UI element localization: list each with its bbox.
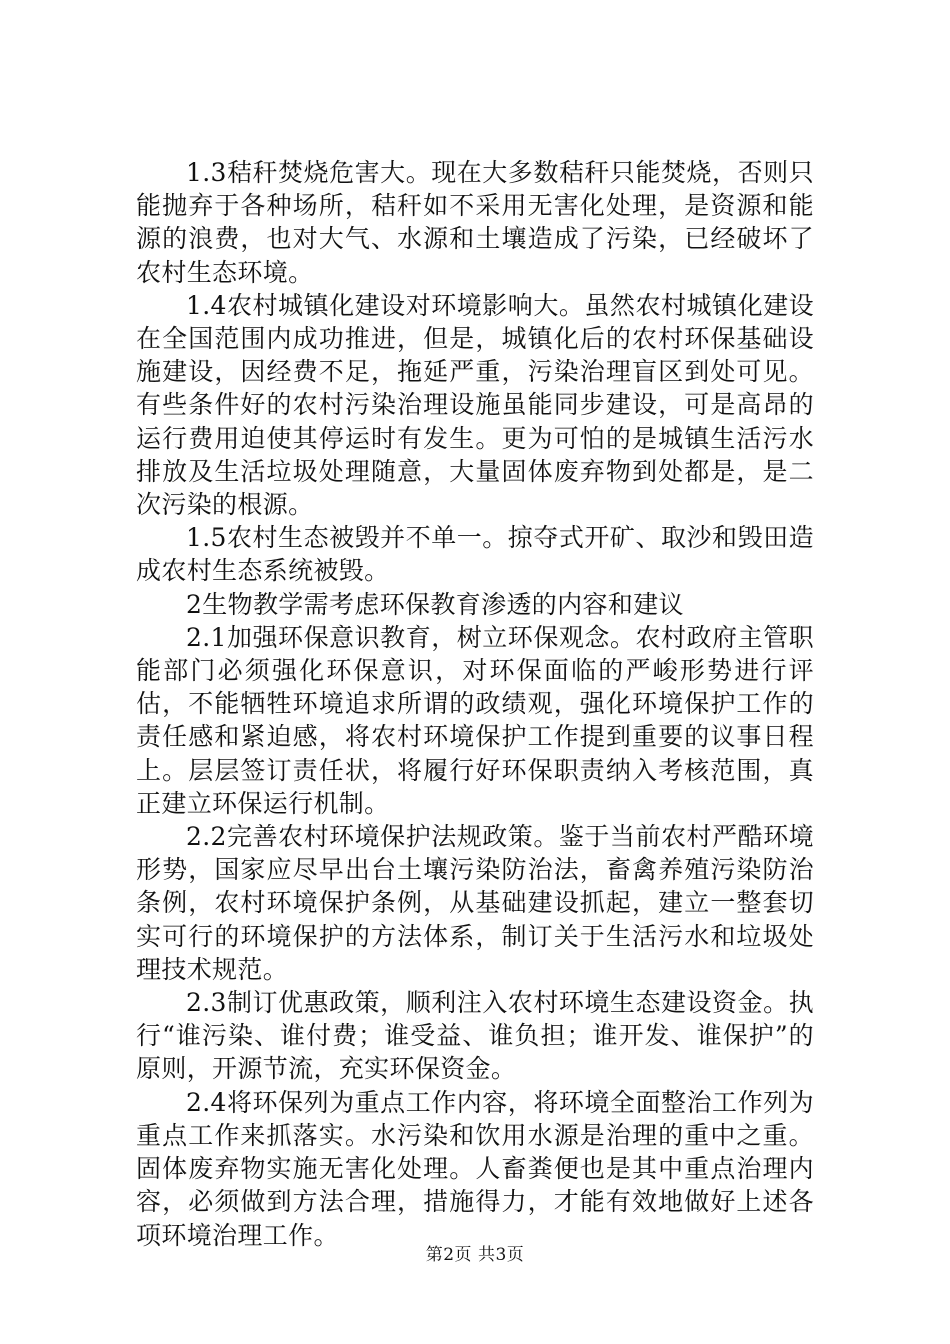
paragraph-2-1-awareness: 2.1加强环保意识教育，树立环保观念。农村政府主管职能部门必须强化环保意识，对环保面临的严峻形势进行评估，不能牺牲环境追求所谓的政绩观，强化环境保护工作的责任感和紧迫感，将农村环境保护工作提到重要的议事日程上。层层签订责任状，将履行好环保职责纳入考核范围，真正建立环保运行机制。 — [136, 622, 814, 818]
paragraph-2-3-funding: 2.3制订优惠政策，顺利注入农村环境生态建设资金。执行“谁污染、谁付费；谁受益、谁负担；谁开发、谁保护”的原则，开源节流，充实环保资金。 — [136, 988, 814, 1084]
paragraph-2-4-key-work: 2.4将环保列为重点工作内容，将环境全面整治工作列为重点工作来抓落实。水污染和饮用水源是治理的重中之重。固体废弃物实施无害化处理。人畜粪便也是其中重点治理内容，必须做到方法合理，措施得力，才能有效地做好上述各项环境治理工作。 — [136, 1087, 814, 1250]
paragraph-1-5-ecology-damage: 1.5农村生态被毁并不单一。掠夺式开矿、取沙和毁田造成农村生态系统被毁。 — [136, 523, 814, 586]
paragraph-1-3-straw-burning: 1.3秸秆焚烧危害大。现在大多数秸秆只能焚烧，否则只能抛弃于各种场所，秸秆如不采用无害化处理，是资源和能源的浪费，也对大气、水源和土壤造成了污染，已经破坏了农村生态环境。 — [136, 158, 814, 287]
section-heading-2: 2生物教学需考虑环保教育渗透的内容和建议 — [186, 589, 684, 619]
page-number-footer: 第2页 共3页 — [425, 1245, 525, 1265]
paragraph-2-2-regulations: 2.2完善农村环境保护法规政策。鉴于当前农村严酷环境形势，国家应尽早出台土壤污染防治法，畜禽养殖污染防治条例，农村环境保护条例，从基础建设抓起，建立一整套切实可行的环境保护的方法体系，制订关于生活污水和垃圾处理技术规范。 — [136, 822, 814, 984]
paragraph-1-4-urbanization: 1.4农村城镇化建设对环境影响大。虽然农村城镇化建设在全国范围内成功推进，但是，城镇化后的农村环保基础设施建设，因经费不足，拖延严重，污染治理盲区到处可见。有些条件好的农村污染治理设施虽能同步建设，可是高昂的运行费用迫使其停运时有发生。更为可怕的是城镇生活污水排放及生活垃圾处理随意，大量固体废弃物到处都是，是二次污染的根源。 — [136, 290, 814, 520]
document-body — [136, 156, 814, 1252]
